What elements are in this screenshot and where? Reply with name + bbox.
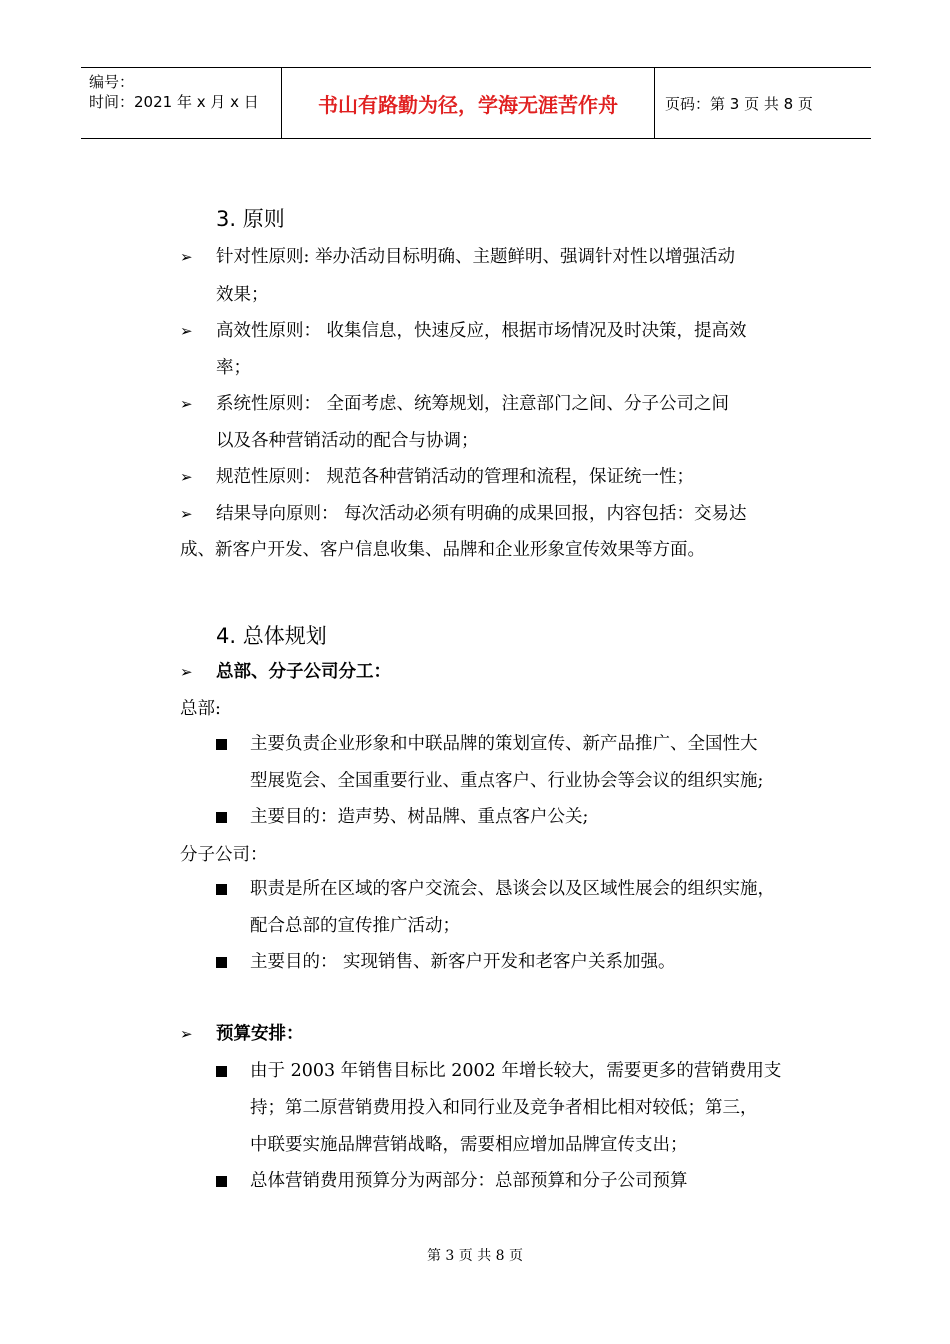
header-meta-cell [81,68,282,138]
principle-item-3-line1: 系统性原则： 全面考虑、统筹规划，注意部门之间、分子公司之间 [216,394,730,414]
hq-item-1-line2: 型展览会、全国重要行业、重点客户、行业协会等会议的组织实施; [250,771,764,791]
arrow-bullet-icon: ➢ [180,1025,193,1043]
arrow-bullet-icon: ➢ [180,505,193,523]
branch-item-1-line2: 配合总部的宣传推广活动； [250,916,460,936]
section4-heading: 4. 总体规划 [216,624,327,648]
section3-heading: 3. 原则 [216,207,285,231]
division-title: 总部、分子公司分工： [216,662,391,682]
square-bullet-icon [216,884,227,895]
arrow-bullet-icon: ➢ [180,663,193,681]
principle-item-2-line2: 率； [216,358,251,378]
principle-item-3-line2: 以及各种营销活动的配合与协调； [216,431,479,451]
principle-item-5-line1: 结果导向原则： 每次活动必须有明确的成果回报，内容包括：交易达 [216,504,747,524]
branch-label: 分子公司： [180,845,268,865]
hq-item-2-line1: 主要目的：造声势、树品牌、重点客户公关; [250,807,589,827]
arrow-bullet-icon: ➢ [180,248,193,266]
square-bullet-icon [216,1066,227,1077]
principle-item-4-line1: 规范性原则： 规范各种营销活动的管理和流程，保证统一性； [216,467,695,487]
principle-item-5-continuation: 成、新客户开发、客户信息收集、品牌和企业形象宣传效果等方面。 [180,540,705,560]
square-bullet-icon [216,812,227,823]
header-time-label: 时间：2021 年 x 月 x 日 [89,93,259,111]
branch-item-1-line1: 职责是所在区域的客户交流会、恳谈会以及区域性展会的组织实施， [250,879,775,899]
header-number-label: 编号： [89,73,135,91]
budget-title: 预算安排： [216,1024,304,1044]
budget-item-1-line2: 持；第二原营销费用投入和同行业及竞争者相比相对较低；第三， [250,1098,758,1118]
square-bullet-icon [216,1176,227,1187]
arrow-bullet-icon: ➢ [180,322,193,340]
budget-item-1-line1: 由于 2003 年销售目标比 2002 年增长较大，需要更多的营销费用支 [250,1061,782,1081]
document-header [81,67,871,139]
arrow-bullet-icon: ➢ [180,395,193,413]
square-bullet-icon [216,739,227,750]
branch-item-2-line1: 主要目的： 实现销售、新客户开发和老客户关系加强。 [250,952,676,972]
square-bullet-icon [216,957,227,968]
header-motto: 书山有路勤为径，学海无涯苦作舟 [282,68,655,138]
arrow-bullet-icon: ➢ [180,468,193,486]
header-page-info: 页码：第 3 页 共 8 页 [665,94,813,113]
budget-item-1-line3: 中联要实施品牌营销战略，需要相应增加品牌宣传支出； [250,1135,688,1155]
principle-item-1-line1: 针对性原则: 举办活动目标明确、主题鲜明、强调针对性以增强活动 [216,247,735,267]
hq-label: 总部: [180,699,221,719]
principle-item-2-line1: 高效性原则： 收集信息，快速反应，根据市场情况及时决策，提高效 [216,321,747,341]
principle-item-1-line2: 效果； [216,285,269,305]
budget-item-2-line1: 总体营销费用预算分为两部分：总部预算和分子公司预算 [250,1171,688,1191]
page-footer: 第 3 页 共 8 页 [426,1248,524,1264]
hq-item-1-line1: 主要负责企业形象和中联品牌的策划宣传、新产品推广、全国性大 [250,734,758,754]
